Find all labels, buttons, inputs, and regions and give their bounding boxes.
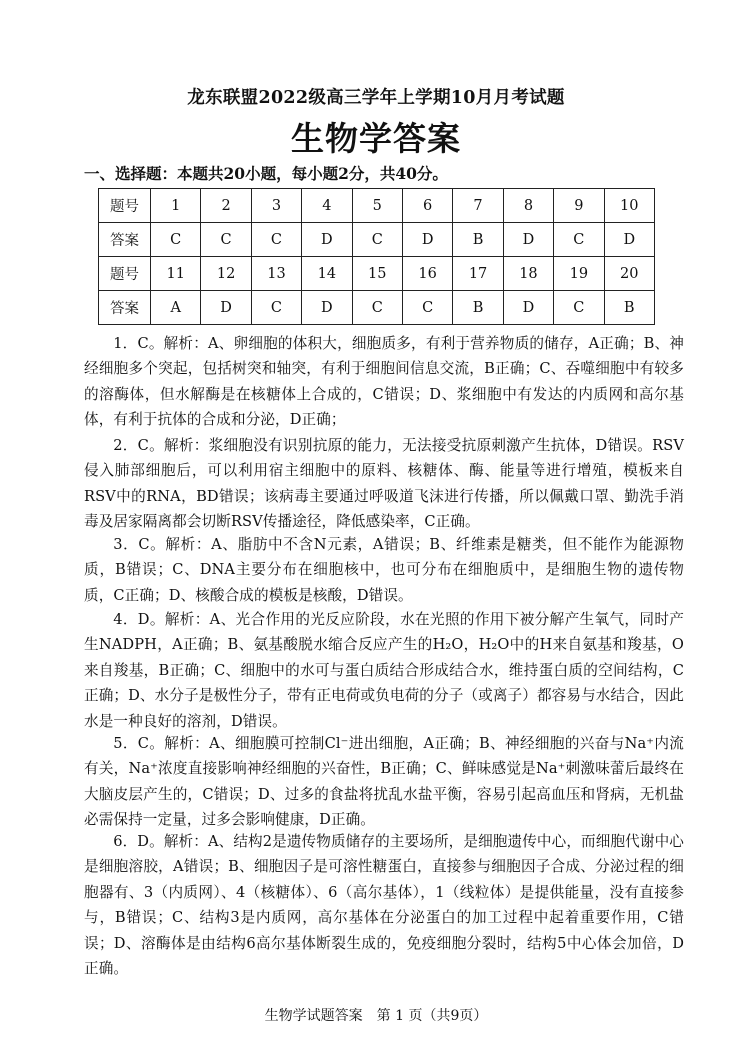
table-cell: C (251, 291, 301, 325)
table-cell: 18 (503, 257, 553, 291)
table-cell: 2 (201, 189, 251, 223)
table-cell: D (201, 291, 251, 325)
explanation-2 (84, 433, 684, 535)
table-cell: C (554, 223, 604, 257)
table-cell: C (352, 223, 402, 257)
table-row (99, 291, 655, 325)
table-cell: C (402, 291, 452, 325)
table-cell: B (604, 291, 654, 325)
table-row (99, 223, 655, 257)
page-title: 生物学答案 (291, 119, 461, 158)
explanation-text: 3．C。解析：A、脂肪中不含N元素，A错误；B、纤维素是糖类，但不能作为能源物质，B错误；C、DNA主要分布在细胞核中，也可分布在细胞质中，是细胞生物的遗传物质，C正确；D、核酸合成的模板是核酸，D错误。 (84, 536, 684, 604)
table-cell: 9 (554, 189, 604, 223)
table-cell: C (201, 223, 251, 257)
explanation-3 (84, 532, 684, 608)
table-cell: D (503, 223, 553, 257)
explanation-1 (84, 331, 684, 433)
table-cell: 4 (302, 189, 352, 223)
explanation-4 (84, 607, 684, 734)
explanation-text: 1．C。解析：A、卵细胞的体积大，细胞质多，有利于营养物质的储存，A正确；B、神经细胞多个突起，包括树突和轴突，有利于细胞间信息交流，B正确；C、吞噬细胞中有较多的溶酶体，但水解酶是在核糖体上合成的，C错误；D、浆细胞中有发达的内质网和高尔基体，有利于抗体的合成和分泌，D正确； (84, 335, 684, 429)
table-cell: 题号 (99, 189, 151, 223)
table-cell: C (151, 223, 201, 257)
explanation-text: 6．D。解析：A、结构2是遗传物质储存的主要场所，是细胞遗传中心，而细胞代谢中心是细胞溶胶，A错误；B、细胞因子是可溶性糖蛋白，直接参与细胞因子合成、分泌过程的细胞器有、3（内质网）、4（核糖体）、6（高尔基体），1（线粒体）是提供能量，没有直接参与，B错误；C、结构3是内质网，高尔基体在分泌蛋白的加工过程中起着重要作用，C错误；D、溶酶体是由结构6高尔基体断裂生成的，免疫细胞分裂时，结构5中心体会加倍，D正确。 (84, 833, 684, 978)
explanation-5 (84, 731, 684, 833)
table-cell: 11 (151, 257, 201, 291)
table-cell: D (302, 291, 352, 325)
table-cell: 15 (352, 257, 402, 291)
explanation-text: 2．C。解析：浆细胞没有识别抗原的能力，无法接受抗原刺激产生抗体，D错误。RSV侵入肺部细胞后，可以利用宿主细胞中的原料、核糖体、酶、能量等进行增殖，模板来自RSV中的RNA，BD错误；该病毒主要通过呼吸道飞沫进行传播，所以佩戴口罩、勤洗手消毒及居家隔离都会切断RSV传播途径，降低感染率，C正确。 (84, 437, 684, 531)
table-cell: 题号 (99, 257, 151, 291)
table-cell: C (554, 291, 604, 325)
table-cell: 13 (251, 257, 301, 291)
explanation-text: 4．D。解析：A、光合作用的光反应阶段，水在光照的作用下被分解产生氧气，同时产生NADPH，A正确；B、氨基酸脱水缩合反应产生的H₂O，H₂O中的H来自氨基和羧基，O来自羧基，B正确；C、细胞中的水可与蛋白质结合形成结合水，维持蛋白质的空间结构，C正确；D、水分子是极性分子，带有正电荷或负电荷的分子（或离子）都容易与水结合，因此水是一种良好的溶剂，D错误。 (84, 611, 684, 730)
section-heading: 一、选择题：本题共20小题，每小题2分，共40分。 (84, 164, 448, 183)
table-cell: A (151, 291, 201, 325)
table-cell: 17 (453, 257, 503, 291)
table-cell: 6 (402, 189, 452, 223)
table-row (99, 257, 655, 291)
table-row (99, 189, 655, 223)
explanation-text: 5．C。解析：A、细胞膜可控制Cl⁻进出细胞，A正确；B、神经细胞的兴奋与Na⁺内流有关，Na⁺浓度直接影响神经细胞的兴奋性，B正确；C、鲜味感觉是Na⁺刺激味蕾后最终在大脑皮层产生的，C错误；D、过多的食盐将扰乱水盐平衡，容易引起高血压和肾病，无机盐必需保持一定量，过多会影响健康，D正确。 (84, 735, 684, 829)
table-cell: 12 (201, 257, 251, 291)
table-cell: 16 (402, 257, 452, 291)
table-cell: D (302, 223, 352, 257)
table-cell: 14 (302, 257, 352, 291)
exam-subtitle: 龙东联盟2022级高三学年上学期10月月考试题 (187, 88, 565, 108)
table-cell: C (251, 223, 301, 257)
table-cell: 5 (352, 189, 402, 223)
table-cell: D (604, 223, 654, 257)
page-footer: 生物学试题答案 第 1 页（共9页） (264, 1008, 488, 1024)
table-cell: C (352, 291, 402, 325)
table-cell: B (453, 223, 503, 257)
table-cell: 8 (503, 189, 553, 223)
table-cell: 10 (604, 189, 654, 223)
table-cell: 7 (453, 189, 503, 223)
table-cell: B (453, 291, 503, 325)
table-cell: 1 (151, 189, 201, 223)
table-cell: 19 (554, 257, 604, 291)
table-cell: 20 (604, 257, 654, 291)
table-cell: 答案 (99, 291, 151, 325)
table-cell: 答案 (99, 223, 151, 257)
table-cell: 3 (251, 189, 301, 223)
table-cell: D (402, 223, 452, 257)
table-cell: D (503, 291, 553, 325)
explanation-6 (84, 829, 684, 981)
answer-table (98, 188, 655, 325)
